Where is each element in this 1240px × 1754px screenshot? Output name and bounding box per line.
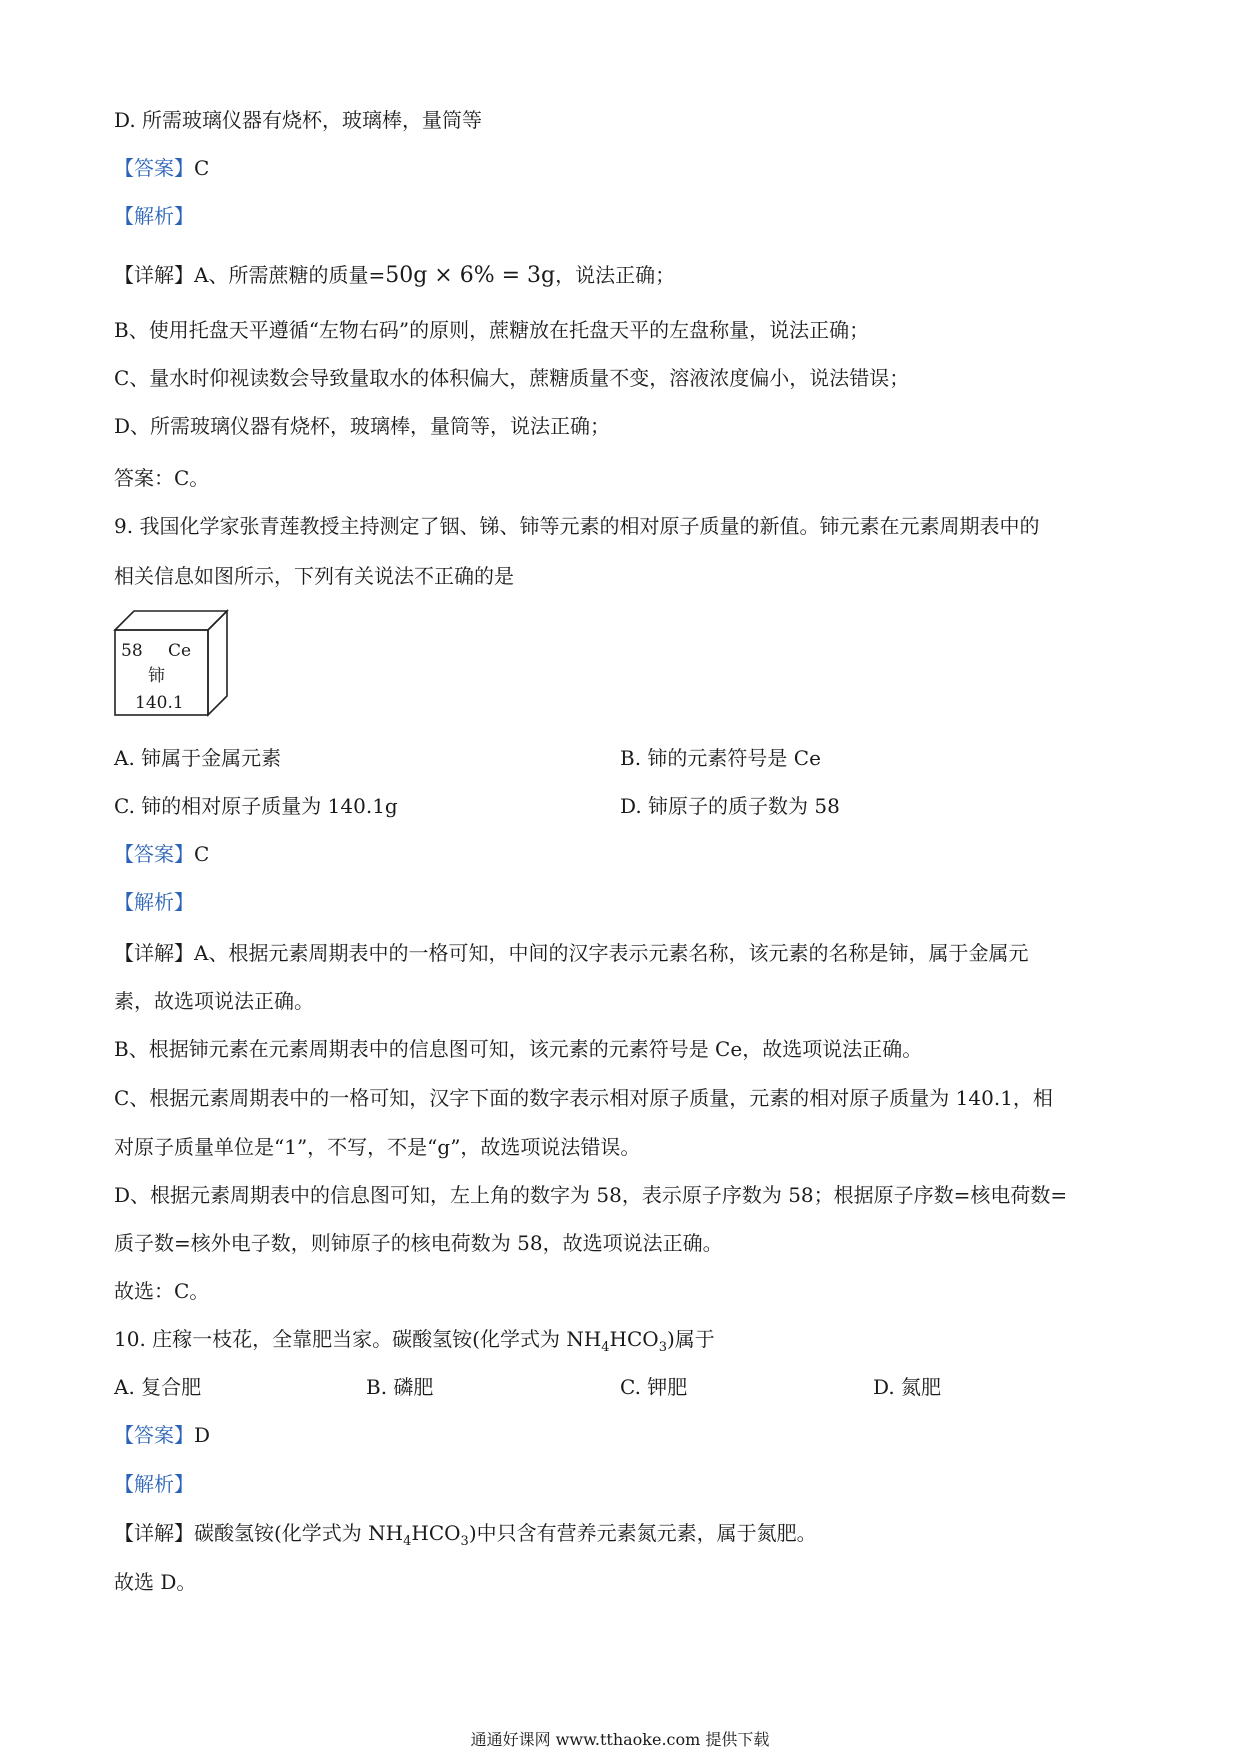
answer-value: C: [194, 156, 210, 180]
q9-option-b: B. 铈的元素符号是 Ce: [620, 746, 821, 770]
q10-detail-mid: HCO: [411, 1521, 461, 1545]
subscript-3: 3: [658, 1340, 667, 1355]
detail-a-text: A、所需蔗糖的质量=: [194, 263, 386, 287]
q8-detail-a: [114, 262, 675, 289]
q9-analysis-label: 【解析】: [114, 890, 194, 914]
q10-stem-post: )属于: [666, 1327, 715, 1351]
q10-stem-pre: 10. 庄稼一枝花，全靠肥当家。碳酸氢铵(化学式为 NH: [114, 1327, 602, 1351]
element-name: 铈: [148, 666, 165, 686]
q10-option-a: A. 复合肥: [114, 1375, 202, 1399]
subscript-4: 4: [601, 1340, 610, 1355]
q9-answer: [114, 841, 209, 867]
q8-final: 答案：C。: [114, 466, 210, 490]
q10-stem-mid: HCO: [609, 1327, 659, 1351]
detail-label: 【详解】: [114, 1521, 194, 1545]
q10-final: 故选 D。: [114, 1570, 197, 1594]
q8-analysis-label: 【解析】: [114, 204, 194, 228]
q9-detail-d2: 质子数=核外电子数，则铈原子的核电荷数为 58，故选项说法正确。: [114, 1231, 723, 1255]
q10-option-c: C. 钾肥: [620, 1375, 688, 1399]
q9-option-a: A. 铈属于金属元素: [114, 746, 282, 770]
q9-detail-b: B、根据铈元素在元素周期表中的信息图可知，该元素的元素符号是 Ce，故选项说法正确。: [114, 1037, 923, 1061]
q10-detail: [114, 1520, 817, 1549]
q10-option-d: D. 氮肥: [873, 1375, 942, 1399]
detail-a-formula: 50g × 6% = 3g: [385, 263, 556, 288]
q9-detail-a1: [114, 940, 1028, 966]
q9-detail-a2: 素，故选项说法正确。: [114, 989, 314, 1013]
q9-stem-line2: 相关信息如图所示，下列有关说法不正确的是: [114, 564, 514, 588]
answer-label: 【答案】: [114, 1423, 194, 1447]
q9-final: 故选：C。: [114, 1279, 210, 1303]
q8-detail-d: D、所需玻璃仪器有烧杯，玻璃棒，量筒等，说法正确；: [114, 414, 611, 438]
answer-value: C: [194, 842, 210, 866]
detail-a-post: ，说法正确；: [555, 263, 676, 287]
q9-option-c: C. 铈的相对原子质量为 140.1g: [114, 794, 398, 818]
q10-answer: [114, 1422, 210, 1448]
q10-detail-post: )中只含有营养元素氮元素，属于氮肥。: [468, 1521, 817, 1545]
q9-option-row2: [114, 793, 840, 819]
q9-option-row1: [114, 745, 821, 771]
answer-label: 【答案】: [114, 156, 194, 180]
q10-detail-pre: 碳酸氢铵(化学式为 NH: [194, 1521, 404, 1545]
element-symbol: Ce: [168, 641, 192, 661]
subscript-3: 3: [460, 1534, 469, 1549]
element-cell-figure: [112, 608, 232, 720]
q8-answer: [114, 155, 209, 181]
q10-option-b: B. 磷肥: [366, 1375, 434, 1399]
q9-stem-line1: 9. 我国化学家张青莲教授主持测定了铟、锑、铈等元素的相对原子质量的新值。铈元素在元素周期表中的: [114, 514, 1040, 538]
detail-a1-text: A、根据元素周期表中的一格可知，中间的汉字表示元素名称，该元素的名称是铈，属于金属元: [194, 941, 1029, 965]
q9-detail-d1: D、根据元素周期表中的信息图可知，左上角的数字为 58，表示原子序数为 58；根据原子序数=核电荷数=: [114, 1183, 1068, 1207]
answer-label: 【答案】: [114, 842, 194, 866]
q9-option-d: D. 铈原子的质子数为 58: [620, 794, 840, 818]
element-mass: 140.1: [135, 693, 184, 713]
q8-detail-b: B、使用托盘天平遵循“左物右码”的原则，蔗糖放在托盘天平的左盘称量，说法正确；: [114, 318, 870, 342]
q9-detail-c2: 对原子质量单位是“1”，不写，不是“g”，故选项说法错误。: [114, 1135, 641, 1159]
q10-stem: [114, 1326, 715, 1355]
q8-option-d: D. 所需玻璃仪器有烧杯，玻璃棒，量筒等: [114, 108, 483, 132]
detail-label: 【详解】: [114, 263, 194, 287]
subscript-4: 4: [403, 1534, 412, 1549]
q10-analysis-label: 【解析】: [114, 1472, 194, 1496]
element-number: 58: [121, 641, 143, 661]
answer-value: D: [194, 1423, 211, 1447]
page-footer: 通通好课网 www.tthaoke.com 提供下载: [470, 1730, 770, 1749]
q9-detail-c1: C、根据元素周期表中的一格可知，汉字下面的数字表示相对原子质量，元素的相对原子质量为 140.1，相: [114, 1086, 1053, 1110]
detail-label: 【详解】: [114, 941, 194, 965]
q8-detail-c: C、量水时仰视读数会导致量取水的体积偏大，蔗糖质量不变，溶液浓度偏小，说法错误；: [114, 366, 910, 390]
